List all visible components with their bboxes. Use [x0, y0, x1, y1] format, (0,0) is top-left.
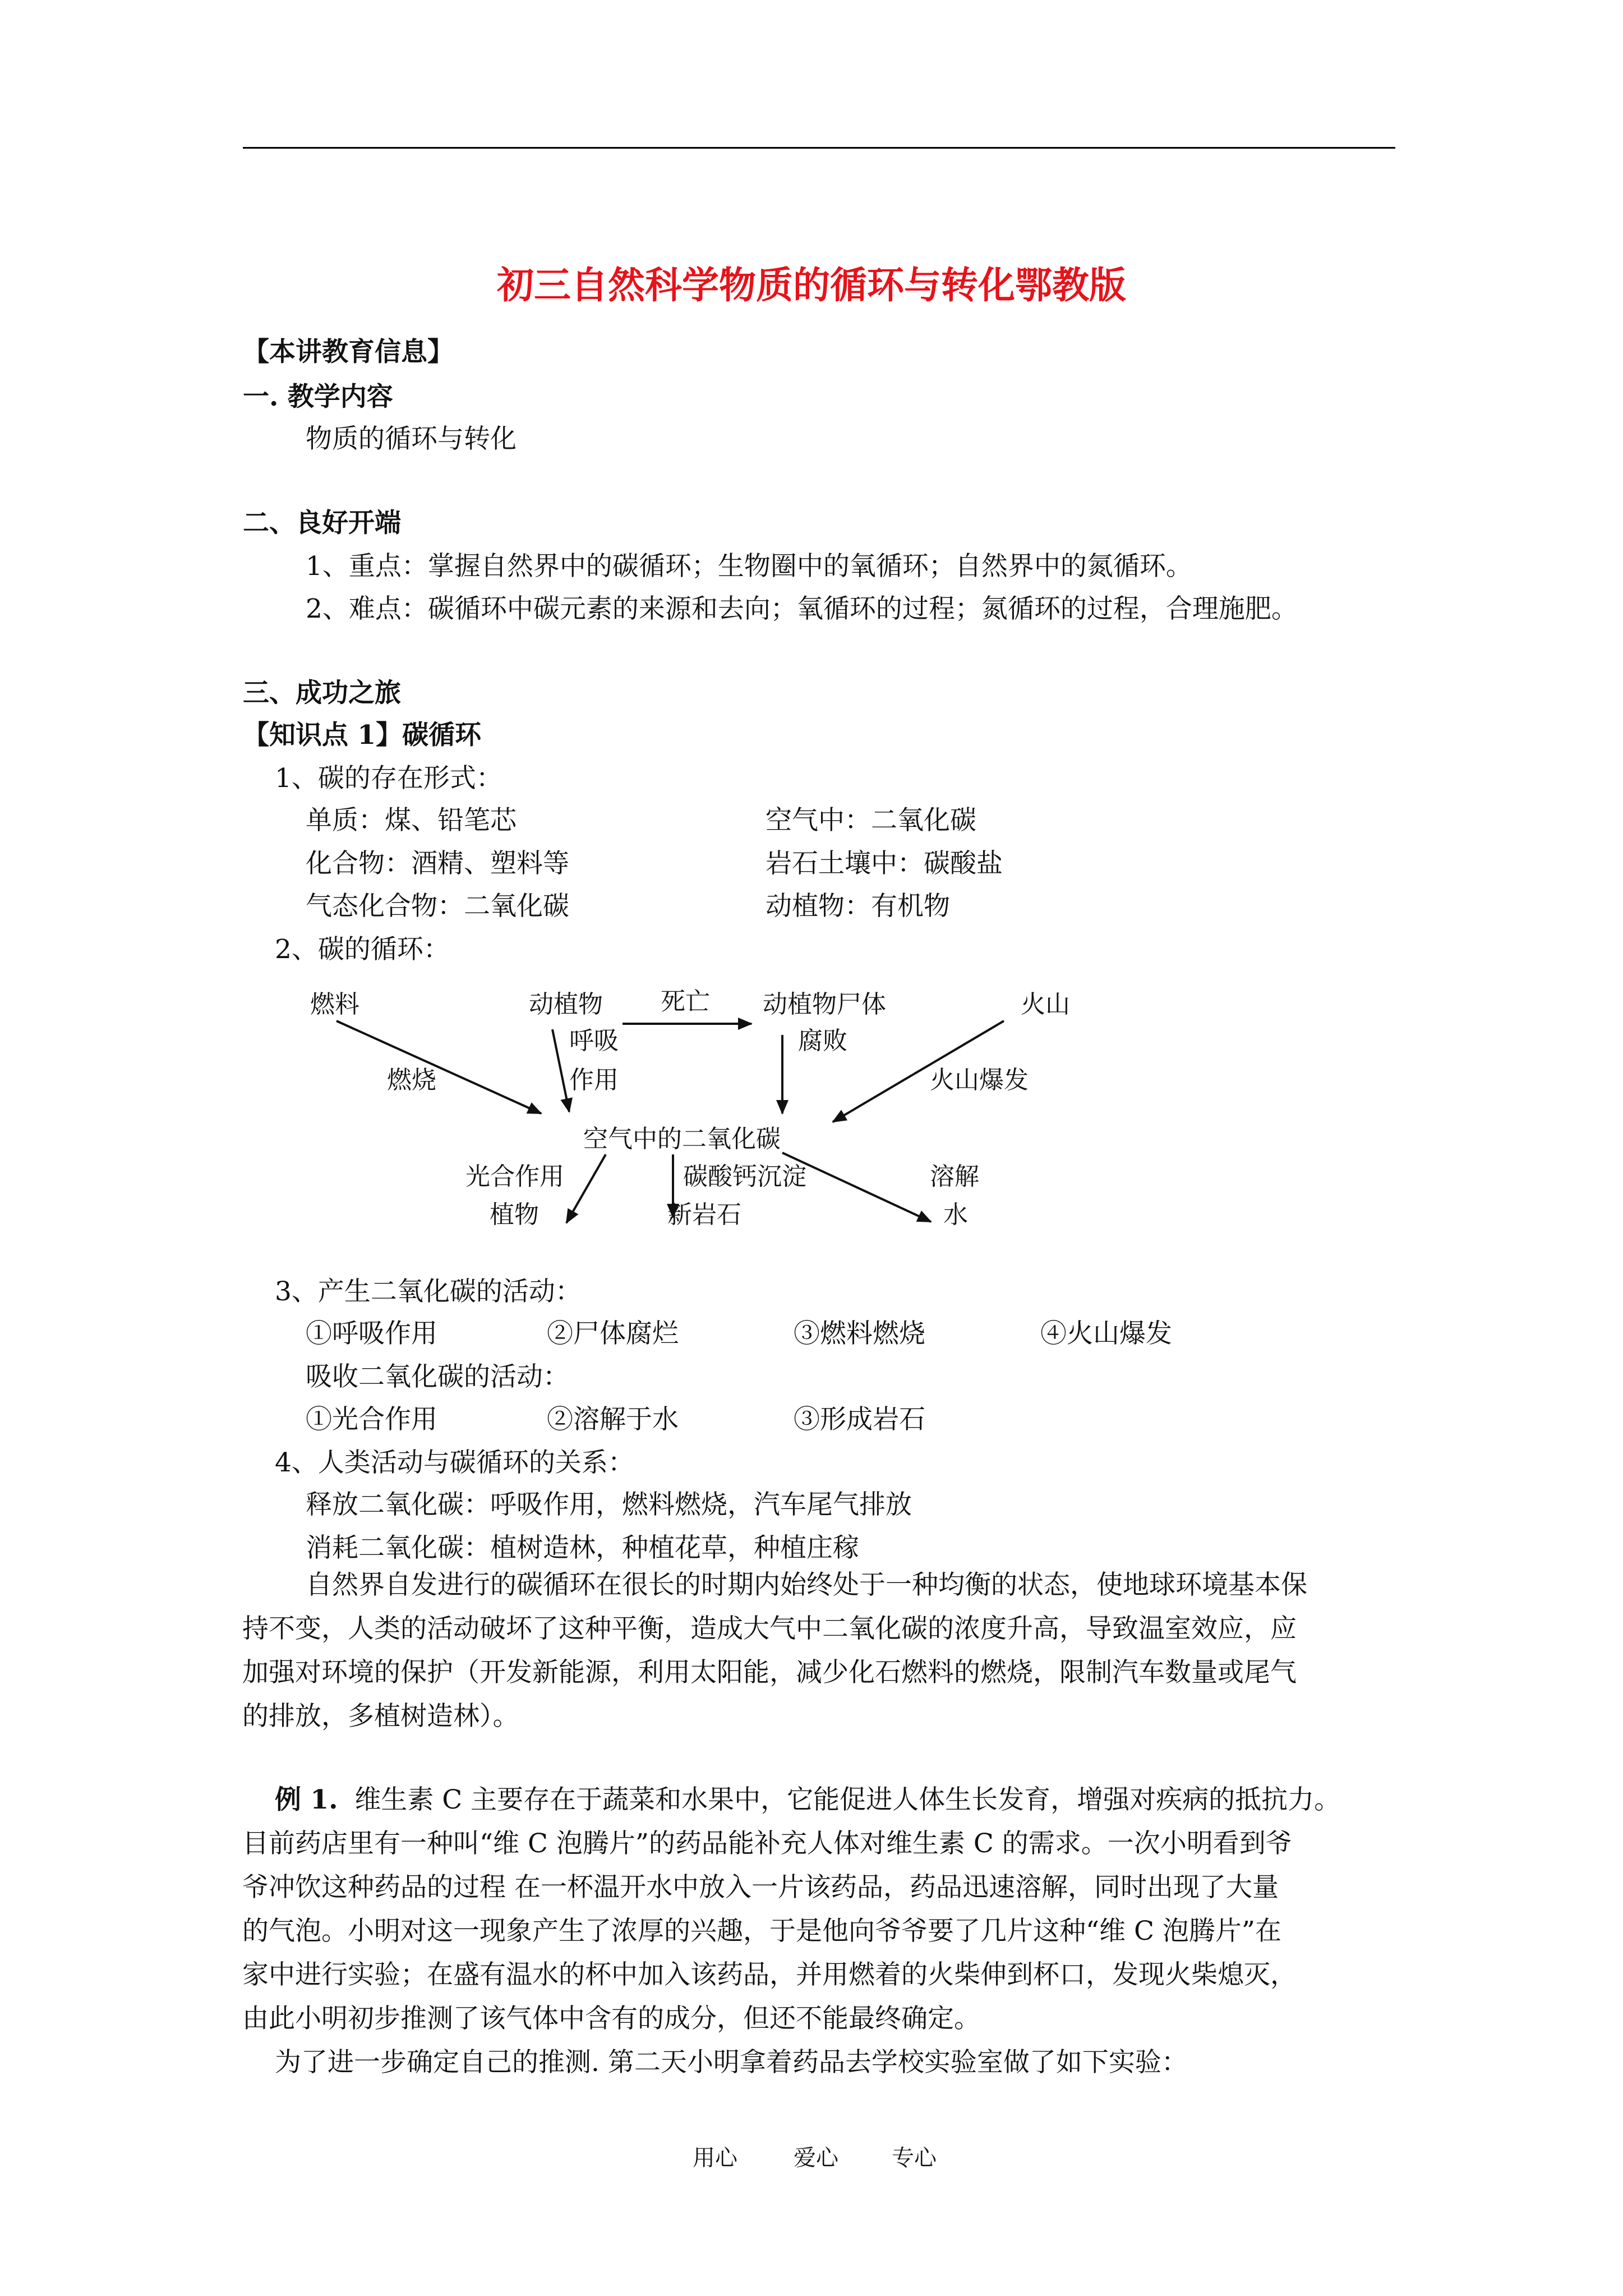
label-corpses: 动植物尸体 — [763, 990, 886, 1019]
absorb-item: ①光合作用 — [306, 1404, 437, 1435]
paragraph-line: 的排放，多植树造林）。 — [242, 1701, 519, 1732]
label-new-rock: 新岩石 — [667, 1200, 741, 1229]
label-decay: 腐败 — [798, 1027, 847, 1055]
label-death: 死亡 — [661, 987, 710, 1016]
example-paragraph — [242, 1778, 1392, 2085]
label-respiration: 呼吸 — [569, 1027, 619, 1055]
paragraph-line: 持不变，人类的活动破坏了这种平衡，造成大气中二氧化碳的浓度升高，导致温室效应，应 — [242, 1613, 1297, 1644]
section-2-heading: 二、良好开端 — [243, 508, 401, 539]
carbon-forms-heading: 1、碳的存在形式： — [275, 763, 502, 794]
example-first-line: 维生素 C 主要存在于蔬菜和水果中，它能促进人体生长发育，增强对疾病的抵抗力。 — [354, 1784, 1341, 1815]
footer-text: 专心 — [892, 2145, 937, 2171]
footer-text: 爱心 — [794, 2145, 838, 2171]
paragraph-line: 由此小明初步推测了该气体中含有的成分，但还不能最终确定。 — [242, 2003, 980, 2034]
paragraph-line: 为了进一步确定自己的推测. 第二天小明拿着药品去学校实验室做了如下实验： — [275, 2047, 1188, 2078]
label-animals-plants: 动植物 — [529, 990, 603, 1019]
carbon-form-left: 单质：煤、铅笔芯 — [306, 805, 517, 836]
carbon-form-right: 岩石土壤中：碳酸盐 — [766, 848, 1003, 879]
difficult-point-item: 2、难点：碳循环中碳元素的来源和去向；氧循环的过程；氮循环的过程，合理施肥。 — [306, 593, 1298, 624]
label-volcano: 火山 — [1021, 990, 1070, 1019]
absorb-co2-heading: 吸收二氧化碳的活动： — [306, 1361, 569, 1392]
label-eruption: 火山爆发 — [930, 1066, 1029, 1094]
example-label: 例 1. — [275, 1784, 338, 1815]
carbon-form-right: 动植物：有机物 — [766, 891, 950, 922]
paragraph-line: 爷冲饮这种药品的过程 在一杯温开水中放入一片该药品，药品迅速溶解，同时出现了大量 — [242, 1872, 1279, 1903]
section-3-heading: 三、成功之旅 — [243, 678, 401, 708]
label-water: 水 — [943, 1200, 968, 1229]
release-co2-text: 释放二氧化碳：呼吸作用，燃料燃烧，汽车尾气排放 — [306, 1489, 912, 1520]
human-activity-heading: 4、人类活动与碳循环的关系： — [275, 1447, 634, 1478]
label-plants: 植物 — [490, 1200, 539, 1229]
key-point-item: 1、重点：掌握自然界中的碳循环；生物圈中的氧循环；自然界中的氮循环。 — [306, 551, 1192, 582]
paragraph-line: 自然界自发进行的碳循环在很长的时期内始终处于一种均衡的状态，使地球环境基本保 — [306, 1570, 1307, 1600]
carbon-balance-paragraph — [242, 1563, 1392, 1738]
label-fuel: 燃料 — [310, 990, 359, 1019]
label-dissolve: 溶解 — [930, 1162, 979, 1191]
produce-item: ②尸体腐烂 — [547, 1318, 679, 1349]
arrow-fuel-burning — [336, 1021, 541, 1114]
label-burning: 燃烧 — [387, 1066, 436, 1094]
knowledge-point-label: 【知识点 1】碳循环 — [243, 720, 482, 751]
label-atmospheric-co2: 空气中的二氧化碳 — [583, 1125, 781, 1153]
carbon-cycle-heading: 2、碳的循环： — [275, 934, 450, 965]
section-1-text: 物质的循环与转化 — [306, 424, 517, 454]
paragraph-line: 的气泡。小明对这一现象产生了浓厚的兴趣，于是他向爷爷要了几片这种“维 C 泡腾片”在 — [242, 1916, 1281, 1947]
page-title: 初三自然科学物质的循环与转化鄂教版 — [497, 263, 1126, 307]
carbon-form-left: 气态化合物：二氧化碳 — [306, 891, 569, 922]
arrow-respiration — [552, 1029, 569, 1112]
paragraph-line — [242, 1778, 1392, 1822]
label-photosynthesis: 光合作用 — [465, 1162, 564, 1191]
absorb-item: ②溶解于水 — [547, 1404, 679, 1435]
paragraph-line: 家中进行实验；在盛有温水的杯中加入该药品，并用燃着的火柴伸到杯口，发现火柴熄灭， — [242, 1959, 1297, 1990]
produce-item: ①呼吸作用 — [306, 1318, 437, 1349]
produce-item: ③燃料燃烧 — [794, 1318, 925, 1349]
produce-item: ④火山爆发 — [1040, 1318, 1172, 1349]
paragraph-line: 目前药店里有一种叫“维 C 泡腾片”的药品能补充人体对维生素 C 的需求。一次小明看到爷 — [242, 1828, 1292, 1859]
paragraph-line: 加强对环境的保护（开发新能源，利用太阳能，减少化石燃料的燃烧，限制汽车数量或尾气 — [242, 1657, 1297, 1688]
consume-co2-text: 消耗二氧化碳：植树造林，种植花草，种植庄稼 — [306, 1533, 859, 1563]
carbon-form-right: 空气中：二氧化碳 — [766, 805, 976, 836]
section-info-heading: 【本讲教育信息】 — [243, 337, 454, 367]
label-caco3-precipitation: 碳酸钙沉淀 — [683, 1162, 806, 1191]
section-1-heading: 一. 教学内容 — [243, 381, 393, 412]
produce-co2-heading: 3、产生二氧化碳的活动： — [275, 1276, 582, 1307]
label-respiration-action: 作用 — [569, 1066, 619, 1094]
footer-text: 用心 — [693, 2145, 737, 2171]
carbon-form-left: 化合物：酒精、塑料等 — [306, 848, 569, 879]
arrow-photosynthesis — [566, 1154, 606, 1223]
absorb-item: ③形成岩石 — [794, 1404, 925, 1435]
